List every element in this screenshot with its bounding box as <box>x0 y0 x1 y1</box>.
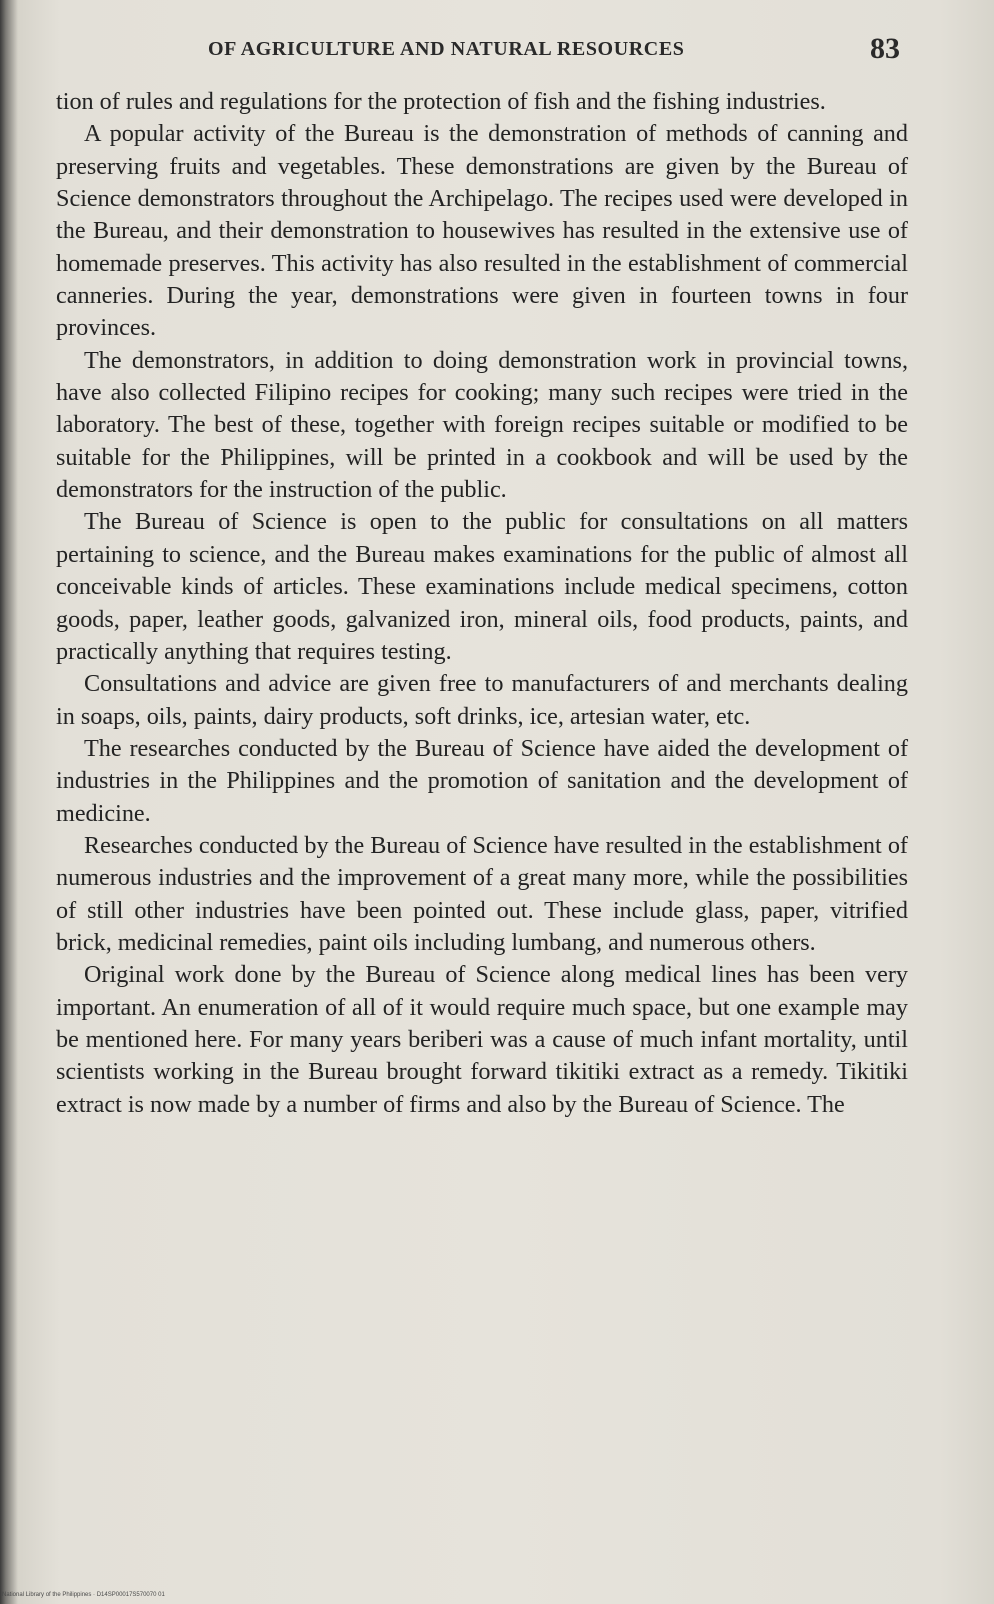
paragraph-industries-established: Researches conducted by the Bureau of Science have resulted in the establishment of numerous industries and the improvement of a great many more, while the possibilities of still other industries have been pointed out. These include glass, paper, vitrified brick, medicinal remedies, paint oils including lumbang, and numerous others. <box>56 831 908 956</box>
paragraph-public-consultations: The Bureau of Science is open to the public for consultations on all matters pertaining to science, and the Bureau makes examinations for the public of almost all conceivable kinds of articles. These examinations include medical specimens, cotton goods, paper, leather goods, galvanized iron, mineral oils, food products, paints, and practically anything that requires testing. <box>56 508 908 665</box>
body-text <box>56 86 908 1121</box>
running-head: OF AGRICULTURE AND NATURAL RESOURCES <box>208 38 685 60</box>
paragraph-medical-work: Original work done by the Bureau of Science along medical lines has been very important. An enumeration of all of it would require much space, but one example may be mentioned here. For many years beriberi was a cause of much infant mortality, until scientists working in the Bureau brought forward tikitiki extract as a remedy. Tikitiki extract is now made by a number of firms and also by the Bureau of Science. The <box>56 961 908 1118</box>
scan-footer-note: National Library of the Philippines · D14SP00017S570070 01 <box>2 1592 165 1598</box>
paragraph-researches-aided: The researches conducted by the Bureau of Science have aided the development of industries in the Philippines and the promotion of sanitation and the development of medicine. <box>56 734 908 827</box>
paragraph-canning-demonstrations: A popular activity of the Bureau is the demonstration of methods of canning and preserving fruits and vegetables. These demonstrations are given by the Bureau of Science demonstrators throughout the Archipelago. The recipes used were developed in the Bureau, and their demonstration to housewives has resulted in the extensive use of homemade preserves. This activity has also resulted in the establishment of commercial canneries. During the year, demonstrations were given in fourteen towns in four provinces. <box>56 120 908 342</box>
page-header <box>0 32 994 72</box>
paragraph-filipino-recipes: The demonstrators, in addition to doing demonstration work in provincial towns, have also collected Filipino recipes for cooking; many such recipes were tried in the laboratory. The best of these, together with foreign recipes suitable or modified to be suitable for the Philippines, will be printed in a cookbook and will be used by the demonstrators for the instruction of the public. <box>56 346 908 504</box>
paragraph-free-advice: Consultations and advice are given free to manufacturers of and merchants dealing in soaps, oils, paints, dairy products, soft drinks, ice, artesian water, etc. <box>56 670 908 730</box>
page-number: 83 <box>870 32 900 65</box>
paragraph-continuation: tion of rules and regulations for the protection of fish and the fishing industries. <box>56 88 826 115</box>
